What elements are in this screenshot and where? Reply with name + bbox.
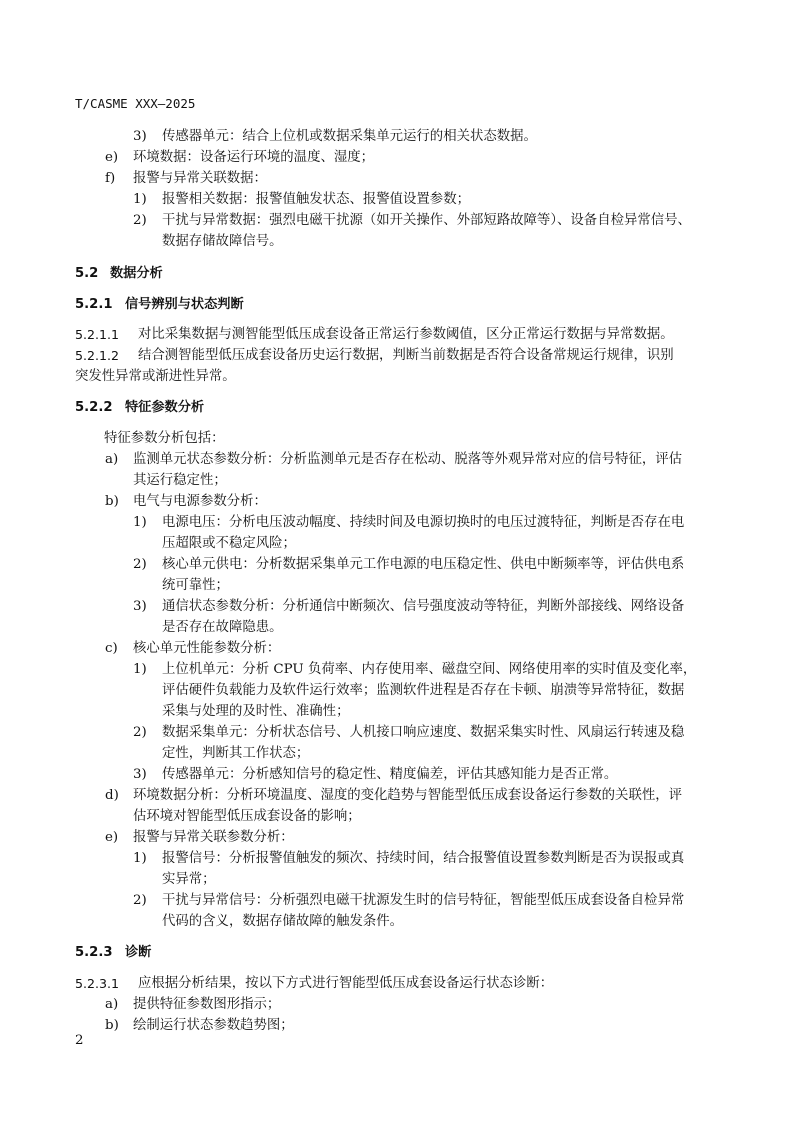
page-number: 2 — [75, 1033, 84, 1048]
list-item — [133, 849, 685, 869]
item-text: 报警相关数据：报警值触发状态、报警值设置参数； — [162, 192, 470, 207]
clause-text: 结合测智能型低压成套设备历史运行数据，判断当前数据是否符合设备常规运行规律，识别 — [138, 348, 674, 363]
item-text: 报警信号：分析报警值触发的频次、持续时间，结合报警值设置参数判断是否为误报或真 — [162, 851, 685, 866]
item-text-continued: 估环境对智能型低压成套设备的影响； — [133, 809, 361, 824]
section-title: 特征参数分析 — [125, 400, 205, 415]
list-item — [133, 765, 618, 785]
clause-5-2-1-1 — [75, 325, 674, 346]
list-item — [133, 513, 685, 533]
item-text-continued: 压超限或不稳定风险； — [162, 536, 296, 551]
item-text: 环境数据：设备运行环境的温度、湿度； — [133, 150, 375, 165]
list-item — [105, 148, 375, 168]
section-number: 5.2.2 — [75, 400, 113, 415]
item-text: 提供特征参数图形指示； — [133, 997, 281, 1012]
item-text: 绘制运行状态参数趋势图； — [133, 1018, 294, 1033]
clause-number: 5.2.1.1 — [75, 327, 120, 342]
item-marker: a) — [105, 997, 119, 1012]
item-text: 核心单元性能参数分析： — [133, 641, 281, 656]
doc-header-id: T/CASME XXX—2025 — [75, 96, 196, 111]
paragraph-intro: 特征参数分析包括： — [104, 431, 225, 446]
list-item — [105, 828, 294, 848]
item-text-continued: 统可靠性； — [162, 578, 229, 593]
item-text: 电源电压：分析电压波动幅度、持续时间及电源切换时的电压过渡特征，判断是否存在电 — [162, 515, 685, 530]
section-heading-5-2 — [75, 264, 163, 284]
item-marker: 1) — [133, 192, 147, 207]
item-text-continued: 评估硬件负载能力及软件运行效率；监测软件进程是否存在卡顿、崩溃等异常特征，数据 — [162, 683, 685, 698]
item-text: 干扰与异常数据：强烈电磁干扰源（如开关操作、外部短路故障等）、设备自检异常信号、 — [162, 213, 691, 228]
list-item — [133, 211, 691, 231]
item-marker: 1) — [133, 662, 147, 677]
list-item — [105, 995, 281, 1015]
section-number: 5.2.1 — [75, 297, 113, 312]
item-text: 核心单元供电：分析数据采集单元工作电源的电压稳定性、供电中断频率等，评估供电系 — [162, 557, 685, 572]
list-item — [133, 127, 537, 147]
clause-text: 对比采集数据与测智能型低压成套设备正常运行参数阈值，区分正常运行数据与异常数据。 — [138, 327, 674, 342]
item-marker: a) — [105, 452, 119, 467]
clause-text-continued: 突发性异常或渐进性异常。 — [75, 369, 236, 384]
list-item — [133, 723, 685, 743]
item-marker: 2) — [133, 557, 147, 572]
item-text: 干扰与异常信号：分析强烈电磁干扰源发生时的信号特征，智能型低压成套设备自检异常 — [162, 893, 685, 908]
list-item — [105, 450, 683, 470]
item-marker: 1) — [133, 851, 147, 866]
item-marker: 3) — [133, 599, 147, 614]
item-text-continued: 是否存在故障隐患。 — [162, 620, 283, 635]
item-marker: e) — [105, 150, 119, 165]
section-heading-5-2-2 — [75, 398, 205, 418]
item-text: 传感器单元：结合上位机或数据采集单元运行的相关状态数据。 — [162, 129, 537, 144]
item-marker: 3) — [133, 129, 147, 144]
item-text: 报警与异常关联参数分析： — [133, 830, 294, 845]
list-item — [133, 597, 685, 617]
list-item — [105, 786, 683, 806]
section-title: 信号辨别与状态判断 — [125, 297, 244, 312]
list-item — [105, 169, 267, 189]
item-text: 报警与异常关联数据： — [133, 171, 267, 186]
item-marker: 2) — [133, 725, 147, 740]
item-text: 通信状态参数分析：分析通信中断频次、信号强度波动等特征，判断外部接线、网络设备 — [162, 599, 685, 614]
section-number: 5.2.3 — [75, 945, 113, 960]
clause-number: 5.2.3.1 — [75, 976, 120, 991]
item-text: 数据采集单元：分析状态信号、人机接口响应速度、数据采集实时性、风扇运行转速及稳 — [162, 725, 685, 740]
list-item — [133, 190, 470, 210]
clause-5-2-1-2 — [75, 346, 674, 367]
item-marker: c) — [105, 641, 118, 656]
list-item — [105, 492, 267, 512]
item-marker: b) — [105, 494, 119, 509]
clause-text: 应根据分析结果，按以下方式进行智能型低压成套设备运行状态诊断： — [138, 976, 554, 991]
item-text: 传感器单元：分析感知信号的稳定性、精度偏差，评估其感知能力是否正常。 — [162, 767, 618, 782]
clause-number: 5.2.1.2 — [75, 348, 120, 363]
list-item — [133, 660, 697, 680]
item-text: 上位机单元：分析 CPU 负荷率、内存使用率、磁盘空间、网络使用率的实时值及变化率， — [162, 662, 697, 677]
item-marker: 2) — [133, 213, 147, 228]
list-item — [133, 891, 685, 911]
item-text-continued: 采集与处理的及时性、准确性； — [162, 704, 350, 719]
item-marker: e) — [105, 830, 119, 845]
item-text: 环境数据分析：分析环境温度、湿度的变化趋势与智能型低压成套设备运行参数的关联性，评 — [133, 788, 683, 803]
list-item — [105, 639, 281, 659]
item-marker: f) — [105, 171, 116, 186]
item-marker: 1) — [133, 515, 147, 530]
item-marker: 2) — [133, 893, 147, 908]
item-text: 电气与电源参数分析： — [133, 494, 267, 509]
item-marker: 3) — [133, 767, 147, 782]
list-item — [133, 555, 685, 575]
section-title: 数据分析 — [110, 266, 163, 281]
section-heading-5-2-3 — [75, 943, 152, 963]
section-number: 5.2 — [75, 266, 99, 281]
item-marker: d) — [105, 788, 119, 803]
item-text-continued: 其运行稳定性； — [133, 473, 227, 488]
section-heading-5-2-1 — [75, 295, 244, 315]
item-text-continued: 数据存储故障信号。 — [162, 234, 283, 249]
clause-5-2-3-1 — [75, 974, 554, 995]
item-text-continued: 代码的含义，数据存储故障的触发条件。 — [162, 914, 404, 929]
list-item — [105, 1016, 294, 1036]
item-text-continued: 实异常； — [162, 872, 216, 887]
item-text-continued: 定性，判断其工作状态； — [162, 746, 310, 761]
item-text: 监测单元状态参数分析：分析监测单元是否存在松动、脱落等外观异常对应的信号特征，评估 — [133, 452, 683, 467]
item-marker: b) — [105, 1018, 119, 1033]
section-title: 诊断 — [125, 945, 152, 960]
